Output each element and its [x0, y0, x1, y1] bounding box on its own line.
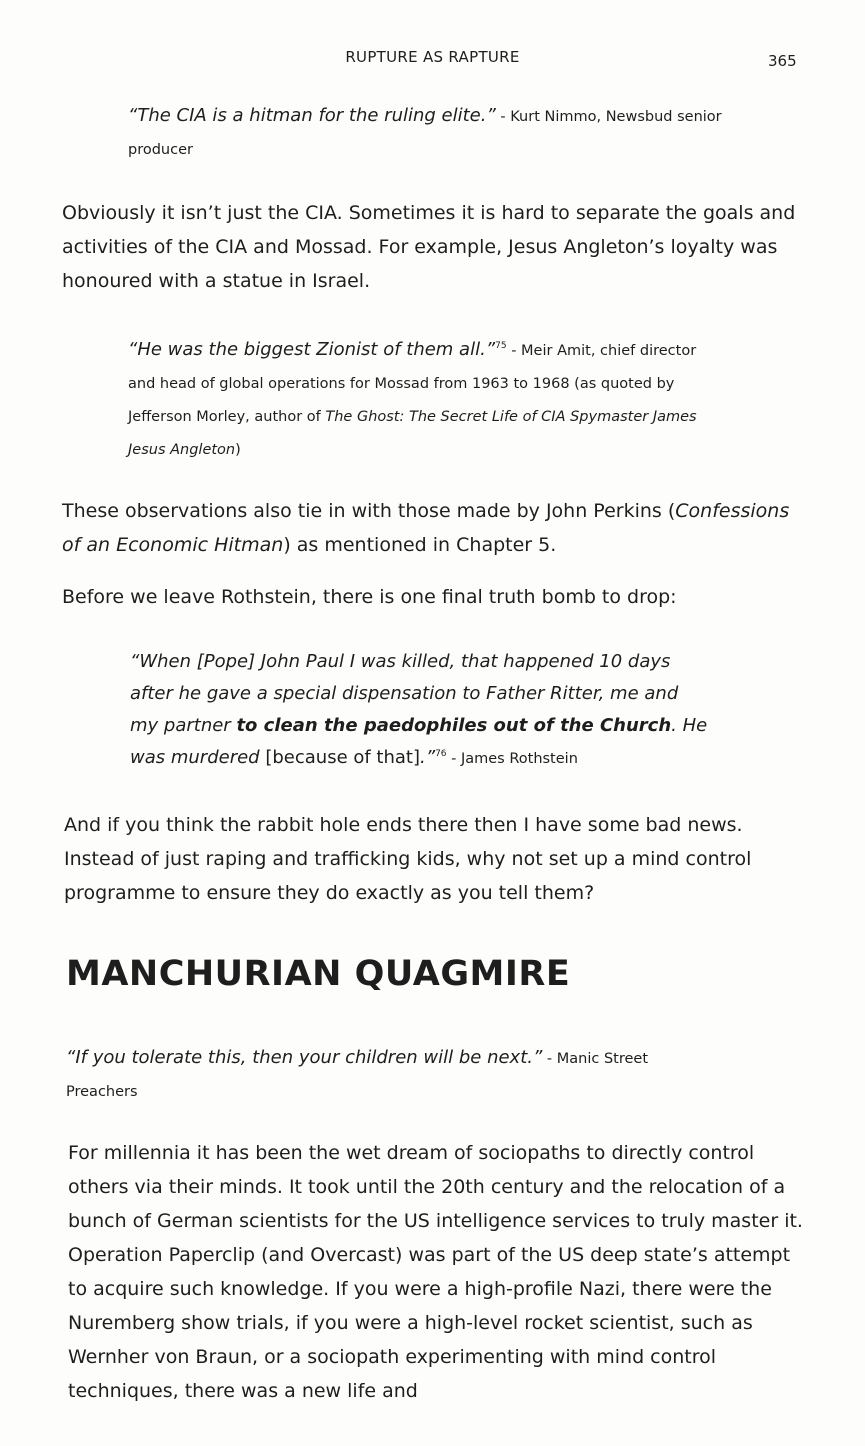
footnote-ref-76: 76 [435, 749, 447, 759]
quote-text: “The CIA is a hitman for the ruling elite.” [128, 105, 496, 126]
epigraph-quote-manic [66, 1042, 676, 1108]
epigraph-quote-cia [128, 100, 728, 166]
quote-attribution: - Manic Street Preachers [66, 1051, 649, 1100]
paragraph-perkins: These observations also tie in with those made by John Perkins (Confessions of an Economic Hitman) as mentioned in Chapter 5. [62, 500, 790, 556]
paragraph-rothstein-intro: Before we leave Rothstein, there is one final truth bomb to drop: [62, 586, 677, 608]
quote-text: “He was the biggest Zionist of them all.” [128, 339, 496, 360]
quote-attribution: - Meir Amit, chief director and head of global operations for Mossad from 1963 to 1968 (as quoted by Jefferson Morley, author of The Ghost: The Secret Life of CIA Spymaster James Jesus Angleton) [128, 343, 697, 458]
footnote-ref-75: 75 [495, 341, 507, 351]
emphasis-bold: to clean the paedophiles out of the Church [236, 715, 672, 736]
book-title-confessions: Confessions of an Economic Hitman [62, 500, 790, 556]
book-title-the-ghost: The Ghost: The Secret Life of CIA Spymaster James Jesus Angleton [128, 409, 697, 458]
paragraph-rabbit-hole: And if you think the rabbit hole ends there then I have some bad news. Instead of just raping and trafficking kids, why not set up a mind control programme to ensure they do exactly as you tell them? [64, 814, 752, 904]
quote-attribution: - James Rothstein [446, 751, 578, 767]
paragraph-cia-mossad: Obviously it isn’t just the CIA. Sometimes it is hard to separate the goals and activities of the CIA and Mossad. For example, Jesus Angleton’s loyalty was honoured with a statue in Israel. [62, 202, 796, 292]
quote-attribution: - Kurt Nimmo, Newsbud senior producer [128, 109, 722, 158]
section-heading: MANCHURIAN QUAGMIRE [66, 954, 571, 994]
quote-rothstein: “When [Pope] John Paul I was killed, that happened 10 days after he gave a special dispensation to Father Ritter, me and my partner to clean the paedophiles out of the Church. He was murdered [because of that].”$^{76}$ - James Rothstein [130, 651, 708, 768]
page-number: 365 [768, 52, 797, 70]
paragraph-mind-control: For millennia it has been the wet dream of sociopaths to directly control others via their minds. It took until the 20th century and the relocation of a bunch of German scientists for the US intelligence services to truly master it. Operation Paperclip (and Overcast) was part of the US deep state’s attempt to acquire such knowledge. If you were a high-profile Nazi, there were the Nuremberg show trials, if you were a high-level rocket scientist, such as Wernher von Braun, or a sociopath experimenting with mind control techniques, there was a new life and [68, 1142, 803, 1402]
quote-zionist [128, 334, 728, 466]
quote-text: “If you tolerate this, then your children will be next.” [66, 1047, 543, 1068]
running-title: RUPTURE AS RAPTURE [345, 48, 520, 66]
